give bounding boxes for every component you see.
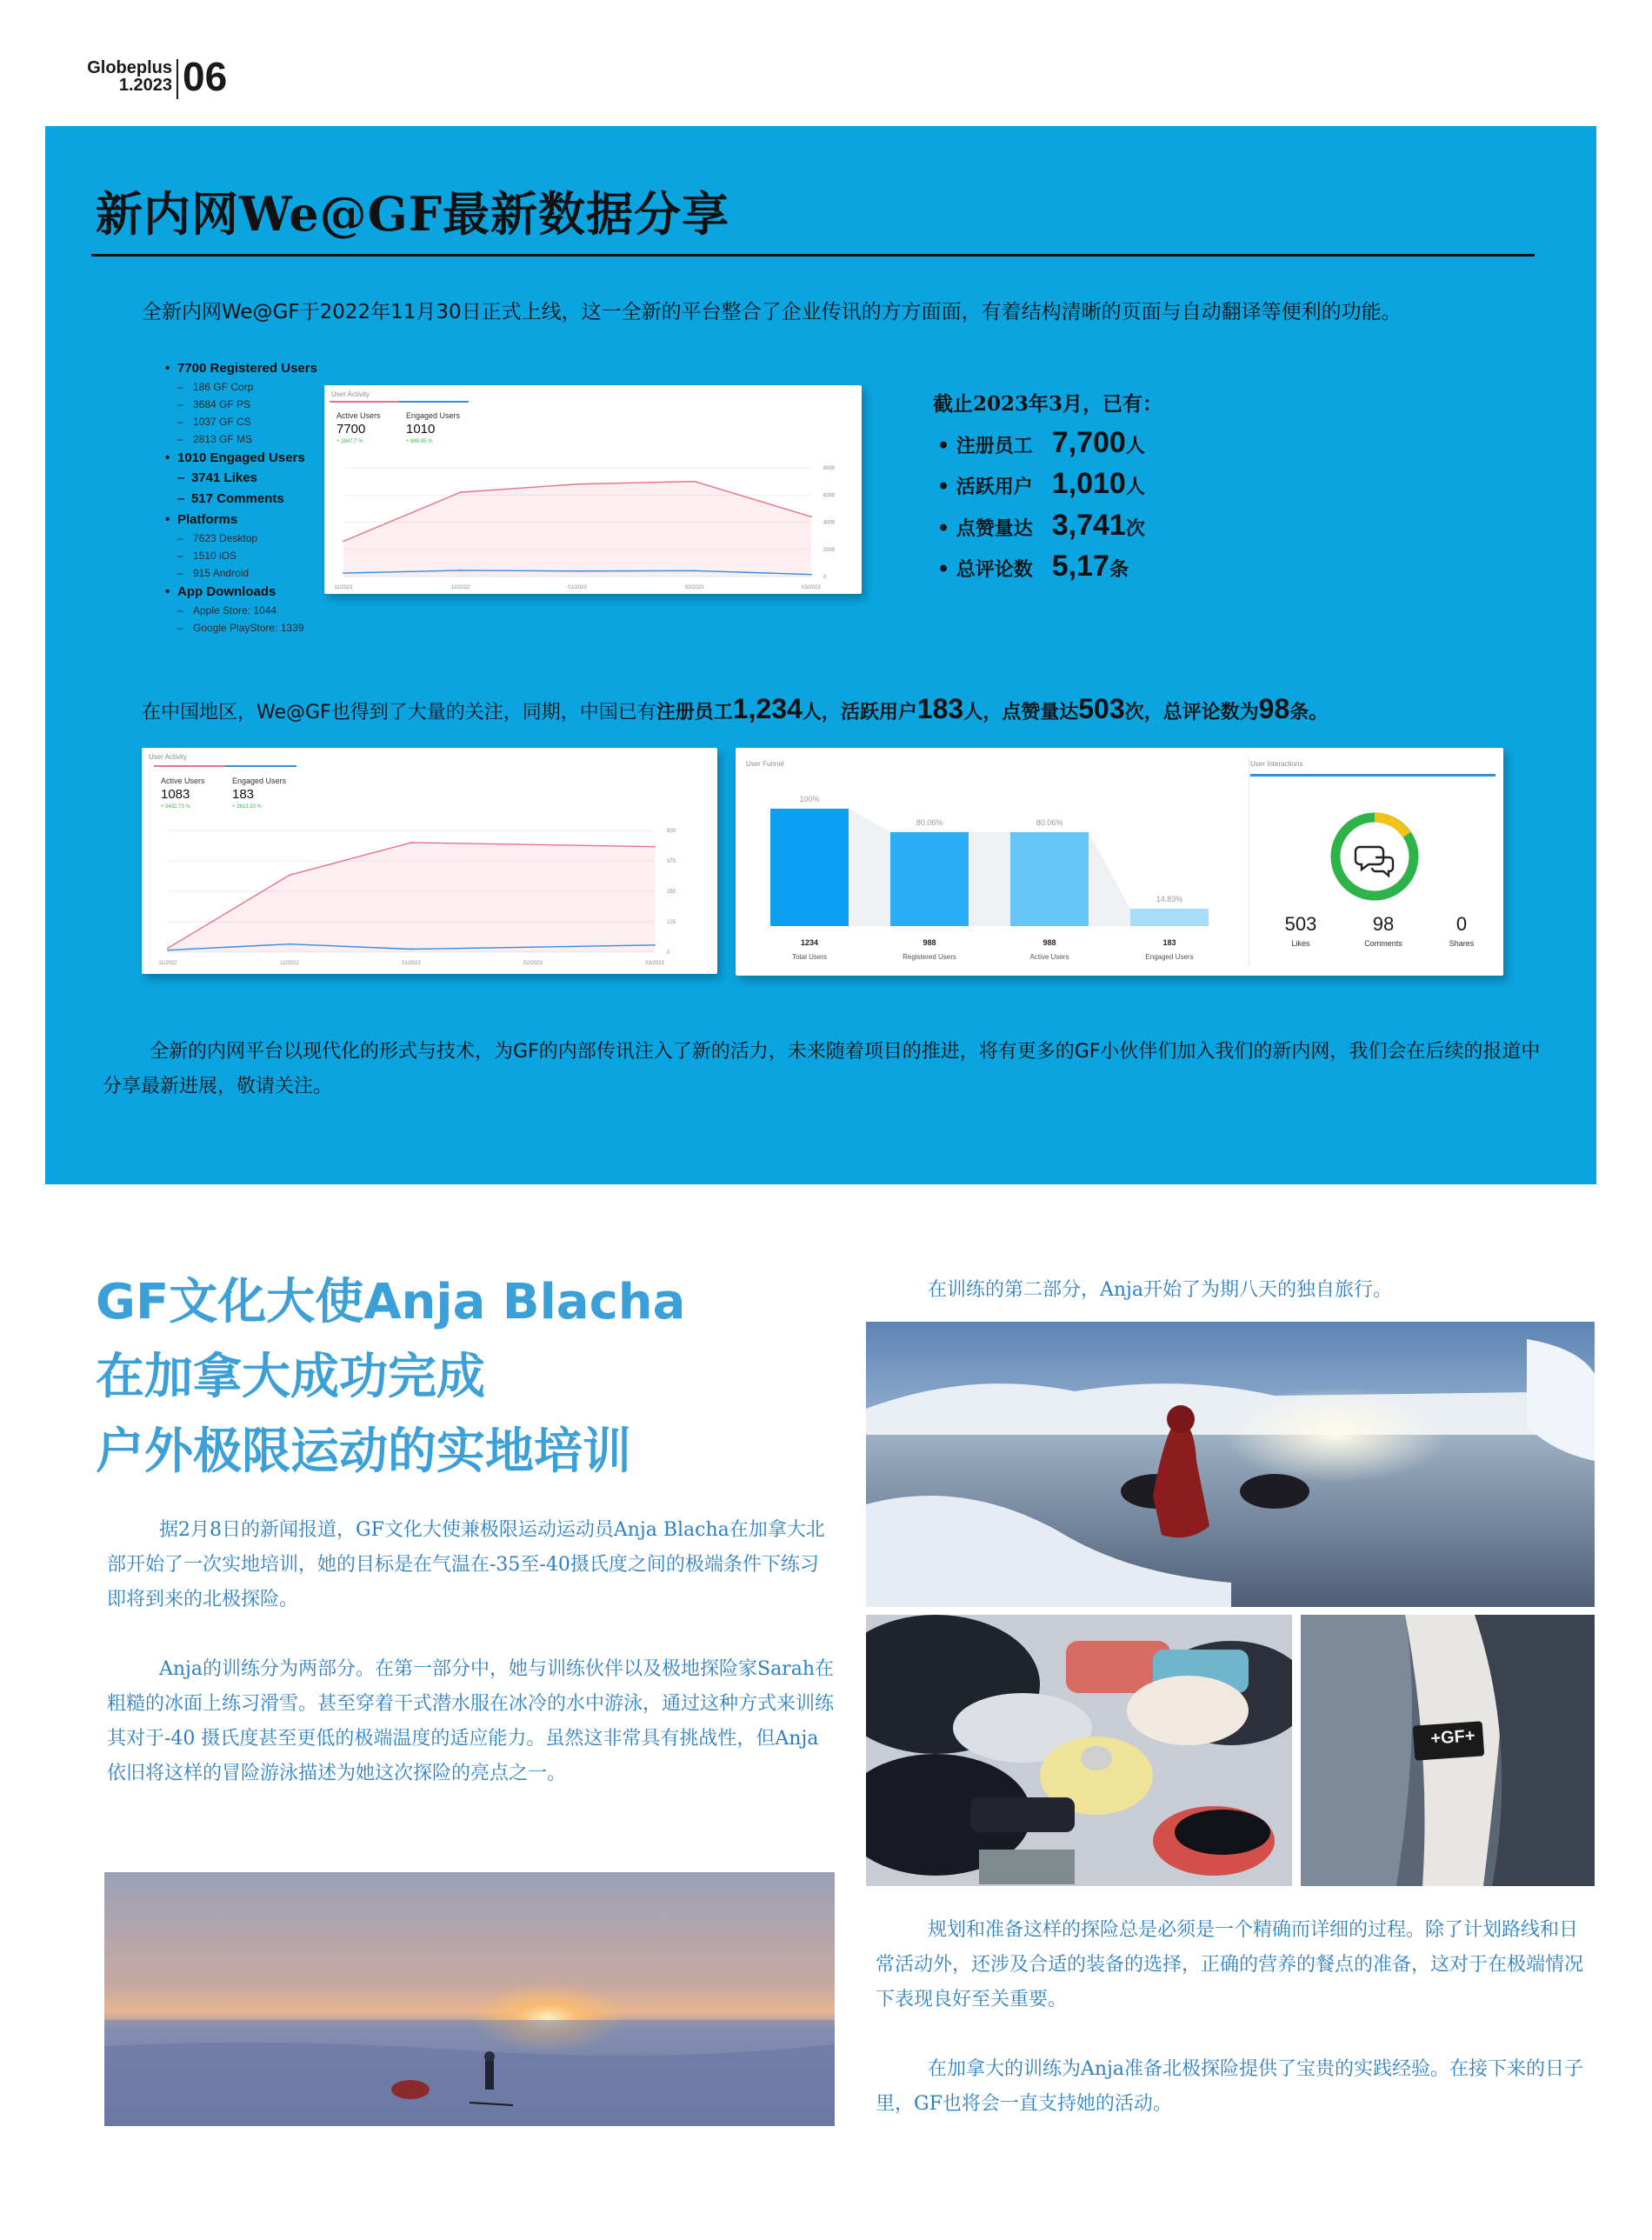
funnel-value-label: 183 bbox=[1162, 938, 1176, 947]
page-number: 06 bbox=[183, 54, 228, 99]
data-point bbox=[410, 949, 412, 950]
data-point bbox=[694, 570, 696, 571]
bullet-sub: – 2813 GF MS bbox=[165, 430, 348, 448]
intro-paragraph: 全新内网We@GF于2022年11月30日正式上线，这一全新的平台整合了企业传讯的方方面面，有着结构清晰的页面与自动翻译等便利的功能。 bbox=[142, 301, 1402, 323]
china-text: 人， bbox=[802, 701, 841, 723]
china-label: 注册员工 bbox=[656, 701, 733, 723]
ring-segment bbox=[1375, 817, 1407, 835]
data-point bbox=[576, 570, 578, 572]
bullet-dot: • bbox=[937, 558, 956, 581]
global-activity-chart bbox=[324, 385, 862, 594]
data-point bbox=[289, 874, 290, 876]
stat-value: 7,700 bbox=[1051, 426, 1126, 459]
funnel-bar bbox=[770, 809, 849, 926]
shares-value: 0 bbox=[1455, 913, 1468, 935]
article-paragraph-2: Anja的训练分为两部分。在第一部分中，她与训练伙伴以及极地探险家Sarah在粗糙的冰面上练习滑雪。甚至穿着干式潜水服在冰冷的水中游泳，通过这种方式来训练其对于-40 摄氏度甚至更低的极端温度的适应能力。虽然这非常具有挑战性，但Anja依旧将这样的冒险游泳描述为她这次探险的亮点之一。 bbox=[107, 1658, 835, 1784]
y-tick-label: 6000 bbox=[823, 493, 836, 499]
title-rule bbox=[91, 254, 1535, 257]
interactions-label: User Interactions bbox=[1250, 760, 1303, 768]
skier-sunset-photo bbox=[104, 1872, 835, 2126]
data-point bbox=[654, 846, 656, 848]
funnel-interactions-card bbox=[736, 748, 1503, 976]
stat-unit: 人 bbox=[1125, 435, 1145, 457]
data-point bbox=[289, 943, 290, 945]
china-label: 活跃用户 bbox=[840, 701, 917, 723]
bullet-sub: – 3741 Likes bbox=[165, 468, 348, 489]
bullet-sub: – 517 Comments bbox=[165, 489, 348, 510]
funnel-value-label: 1234 bbox=[800, 938, 819, 947]
china-text: 次， bbox=[1124, 701, 1163, 723]
gf-logo-patch: +GF+ bbox=[1429, 1726, 1476, 1749]
shares-label: Shares bbox=[1449, 939, 1475, 948]
stat-label: 活跃用户 bbox=[956, 476, 1033, 498]
data-point bbox=[167, 947, 169, 949]
data-point bbox=[694, 481, 696, 483]
right-paragraph-2: 规划和准备这样的探险总是必须是一个精确而详细的过程。除了计划路线和日常活动外，还涉及合适的装备的选择，正确的营养的餐点的准备，这对于在极端情况下表现良好至关重要。 bbox=[876, 1919, 1584, 2010]
funnel-value-label: 988 bbox=[923, 938, 936, 947]
stat-label: 总评论数 bbox=[956, 558, 1033, 581]
data-point bbox=[410, 842, 412, 843]
chat-bubbles-icon bbox=[1356, 847, 1393, 876]
china-activity-card bbox=[142, 748, 717, 974]
article-title-line: 户外极限运动的实地培训 bbox=[96, 1423, 631, 1480]
funnel-value-label: 988 bbox=[1042, 938, 1056, 947]
funnel-category-label: Active Users bbox=[1029, 953, 1069, 961]
y-tick-label: 2000 bbox=[823, 547, 836, 553]
stat-unit: 人 bbox=[1125, 476, 1145, 498]
data-point bbox=[343, 572, 344, 574]
comments-label: Comments bbox=[1364, 939, 1402, 948]
x-tick-label: 02/2023 bbox=[523, 961, 543, 966]
section-title: 新内网We@GF最新数据分享 bbox=[96, 186, 730, 242]
china-label: 总评论数为 bbox=[1162, 701, 1259, 723]
y-tick-label: 8000 bbox=[823, 466, 836, 471]
likes-label: Likes bbox=[1291, 939, 1310, 948]
stat-registered bbox=[937, 426, 1145, 460]
article-paragraph-1: 据2月8日的新闻报道，GF文化大使兼极限运动运动员Anja Blacha在加拿大北部开始了一次实地培训，她的目标是在气温在-35至-40摄氏度之间的极端条件下练习即将到来的北极探险。 bbox=[107, 1519, 825, 1610]
engaged-users-label: Engaged Users bbox=[406, 411, 461, 420]
bullet-sub: – 186 GF Corp bbox=[165, 378, 348, 396]
x-tick-label: 03/2023 bbox=[802, 585, 821, 590]
funnel-bar bbox=[1010, 832, 1089, 926]
bullet-downloads: • App Downloads bbox=[165, 582, 348, 602]
y-tick-label: 500 bbox=[667, 829, 676, 834]
x-tick-label: 12/2022 bbox=[450, 585, 470, 590]
funnel-percent-label: 80.06% bbox=[1036, 817, 1063, 827]
funnel-connector bbox=[969, 832, 1010, 926]
data-point bbox=[460, 491, 462, 493]
stat-value: 5,17 bbox=[1051, 550, 1109, 583]
y-tick-label: 0 bbox=[823, 575, 827, 580]
data-point bbox=[532, 946, 534, 948]
active-users-value: 1083 bbox=[161, 787, 190, 802]
data-point bbox=[532, 843, 534, 845]
x-tick-label: 12/2022 bbox=[280, 961, 299, 966]
china-value: 183 bbox=[916, 693, 964, 724]
stat-unit: 次 bbox=[1125, 517, 1145, 540]
article-title bbox=[96, 1265, 878, 1490]
funnel-bar bbox=[890, 832, 969, 926]
china-activity-chart bbox=[142, 748, 717, 974]
global-activity-card bbox=[324, 385, 862, 594]
header-divider bbox=[177, 59, 178, 99]
stat-label: 点赞量达 bbox=[956, 517, 1033, 540]
china-text: 人， bbox=[963, 701, 1003, 723]
bullet-platforms: • Platforms bbox=[165, 510, 348, 530]
data-point bbox=[810, 574, 812, 576]
y-tick-label: 375 bbox=[667, 859, 676, 864]
engaged-users-delta: + 889.05 % bbox=[406, 439, 433, 444]
data-point bbox=[810, 516, 812, 517]
gf-logo-glove-photo bbox=[1301, 1615, 1595, 1886]
article-title-line: GF文化大使Anja Blacha bbox=[96, 1274, 686, 1330]
x-tick-label: 11/2022 bbox=[334, 585, 353, 590]
active-users-label: Active Users bbox=[161, 777, 205, 785]
article-title-line: 在加拿大成功完成 bbox=[96, 1349, 485, 1405]
funnel-category-label: Engaged Users bbox=[1145, 953, 1194, 961]
y-tick-label: 250 bbox=[667, 890, 676, 895]
card-label: User Activity bbox=[149, 753, 188, 761]
magazine-issue: 1.2023 bbox=[118, 76, 172, 95]
bullet-sub: – Google PlayStore: 1339 bbox=[165, 619, 348, 637]
bullet-sub: – 915 Android bbox=[165, 564, 348, 582]
bullet-engaged: • 1010 Engaged Users bbox=[165, 448, 348, 468]
y-tick-label: 4000 bbox=[823, 520, 836, 526]
china-text: 条。 bbox=[1289, 701, 1329, 723]
x-tick-label: 11/2022 bbox=[158, 961, 177, 966]
x-tick-label: 01/2023 bbox=[402, 961, 421, 966]
y-tick-label: 125 bbox=[667, 920, 676, 925]
bullet-dot: • bbox=[937, 476, 956, 498]
card-label: User Activity bbox=[331, 390, 370, 398]
likes-value: 503 bbox=[1284, 913, 1317, 935]
china-text: 在中国地区，We@GF也得到了大量的关注，同期，中国已有 bbox=[142, 702, 656, 723]
data-point bbox=[167, 950, 169, 951]
right-paragraph-3: 在加拿大的训练为Anja准备北极探险提供了宝贵的实践经验。在接下来的日子里，GF也将会一直支持她的活动。 bbox=[876, 2058, 1583, 2115]
bullet-sub: – Apple Store: 1044 bbox=[165, 602, 348, 619]
active-users-delta: + 2847.7 % bbox=[336, 439, 363, 444]
china-value: 98 bbox=[1258, 693, 1290, 724]
active-users-delta: + 5432.73 % bbox=[161, 804, 190, 810]
bullet-sub: – 7623 Desktop bbox=[165, 530, 348, 547]
data-point bbox=[343, 540, 344, 542]
x-tick-label: 01/2023 bbox=[568, 585, 587, 590]
engaged-users-delta: + 2613.33 % bbox=[232, 804, 262, 810]
interactions-underline bbox=[1250, 774, 1495, 777]
bullet-sub: – 1037 GF CS bbox=[165, 413, 348, 430]
closing-paragraph: 全新的内网平台以现代化的形式与技术，为GF的内部传讯注入了新的活力，未来随着项目的推进，将有更多的GF小伙伴们加入我们的新内网，我们会在后续的报道中分享最新进展，敬请关注。 bbox=[103, 1041, 1541, 1097]
active-users-value: 7700 bbox=[336, 422, 366, 437]
stat-comments bbox=[937, 550, 1129, 583]
funnel-percent-label: 100% bbox=[799, 795, 820, 803]
stats-heading: 截止2023年3月，已有： bbox=[933, 392, 1163, 416]
stat-value: 3,741 bbox=[1051, 509, 1126, 542]
x-tick-label: 03/2023 bbox=[645, 961, 664, 966]
engagement-ring bbox=[1327, 809, 1422, 904]
magazine-name: Globeplus bbox=[87, 58, 172, 77]
active-users-label: Active Users bbox=[336, 411, 381, 420]
china-value: 1,234 bbox=[732, 693, 803, 724]
data-point bbox=[460, 570, 462, 571]
bullet-dot: • bbox=[937, 517, 956, 540]
funnel-connector bbox=[1089, 832, 1130, 926]
funnel-percent-label: 80.06% bbox=[916, 817, 943, 827]
stats-bullet-list bbox=[165, 358, 348, 637]
engaged-users-value: 1010 bbox=[406, 422, 436, 437]
china-paragraph bbox=[142, 690, 1568, 732]
stat-unit: 条 bbox=[1109, 558, 1129, 581]
bullet-registered: • 7700 Registered Users bbox=[165, 358, 348, 378]
bullet-sub: – 3684 GF PS bbox=[165, 396, 348, 413]
bullet-dot: • bbox=[937, 435, 956, 457]
funnel-connector bbox=[849, 809, 890, 926]
china-value: 503 bbox=[1078, 693, 1125, 724]
funnel-bar bbox=[1130, 909, 1209, 926]
right-paragraph-1: 在训练的第二部分，Anja开始了为期八天的独自旅行。 bbox=[928, 1279, 1392, 1301]
stat-value: 1,010 bbox=[1051, 467, 1126, 500]
stat-likes bbox=[937, 509, 1145, 543]
engaged-users-value: 183 bbox=[232, 787, 255, 802]
comments-value: 98 bbox=[1372, 913, 1395, 935]
data-point bbox=[576, 483, 578, 485]
x-tick-label: 02/2023 bbox=[684, 585, 704, 590]
funnel-percent-label: 14.83% bbox=[1156, 894, 1183, 903]
engaged-users-label: Engaged Users bbox=[232, 777, 287, 785]
stat-label: 注册员工 bbox=[956, 435, 1033, 457]
user-funnel-chart bbox=[736, 748, 1236, 976]
bullet-sub: – 1510 iOS bbox=[165, 547, 348, 564]
gear-layout-photo bbox=[866, 1615, 1292, 1886]
funnel-label: User Funnel bbox=[746, 760, 784, 768]
stat-active bbox=[937, 467, 1145, 501]
intranet-panel bbox=[45, 126, 1596, 1184]
y-tick-label: 0 bbox=[667, 950, 670, 956]
series-area bbox=[168, 843, 655, 952]
arctic-swim-photo bbox=[866, 1322, 1595, 1607]
data-point bbox=[654, 944, 656, 946]
funnel-category-label: Registered Users bbox=[903, 953, 956, 961]
china-label: 点赞量达 bbox=[1002, 701, 1079, 723]
funnel-category-label: Total Users bbox=[791, 953, 828, 961]
